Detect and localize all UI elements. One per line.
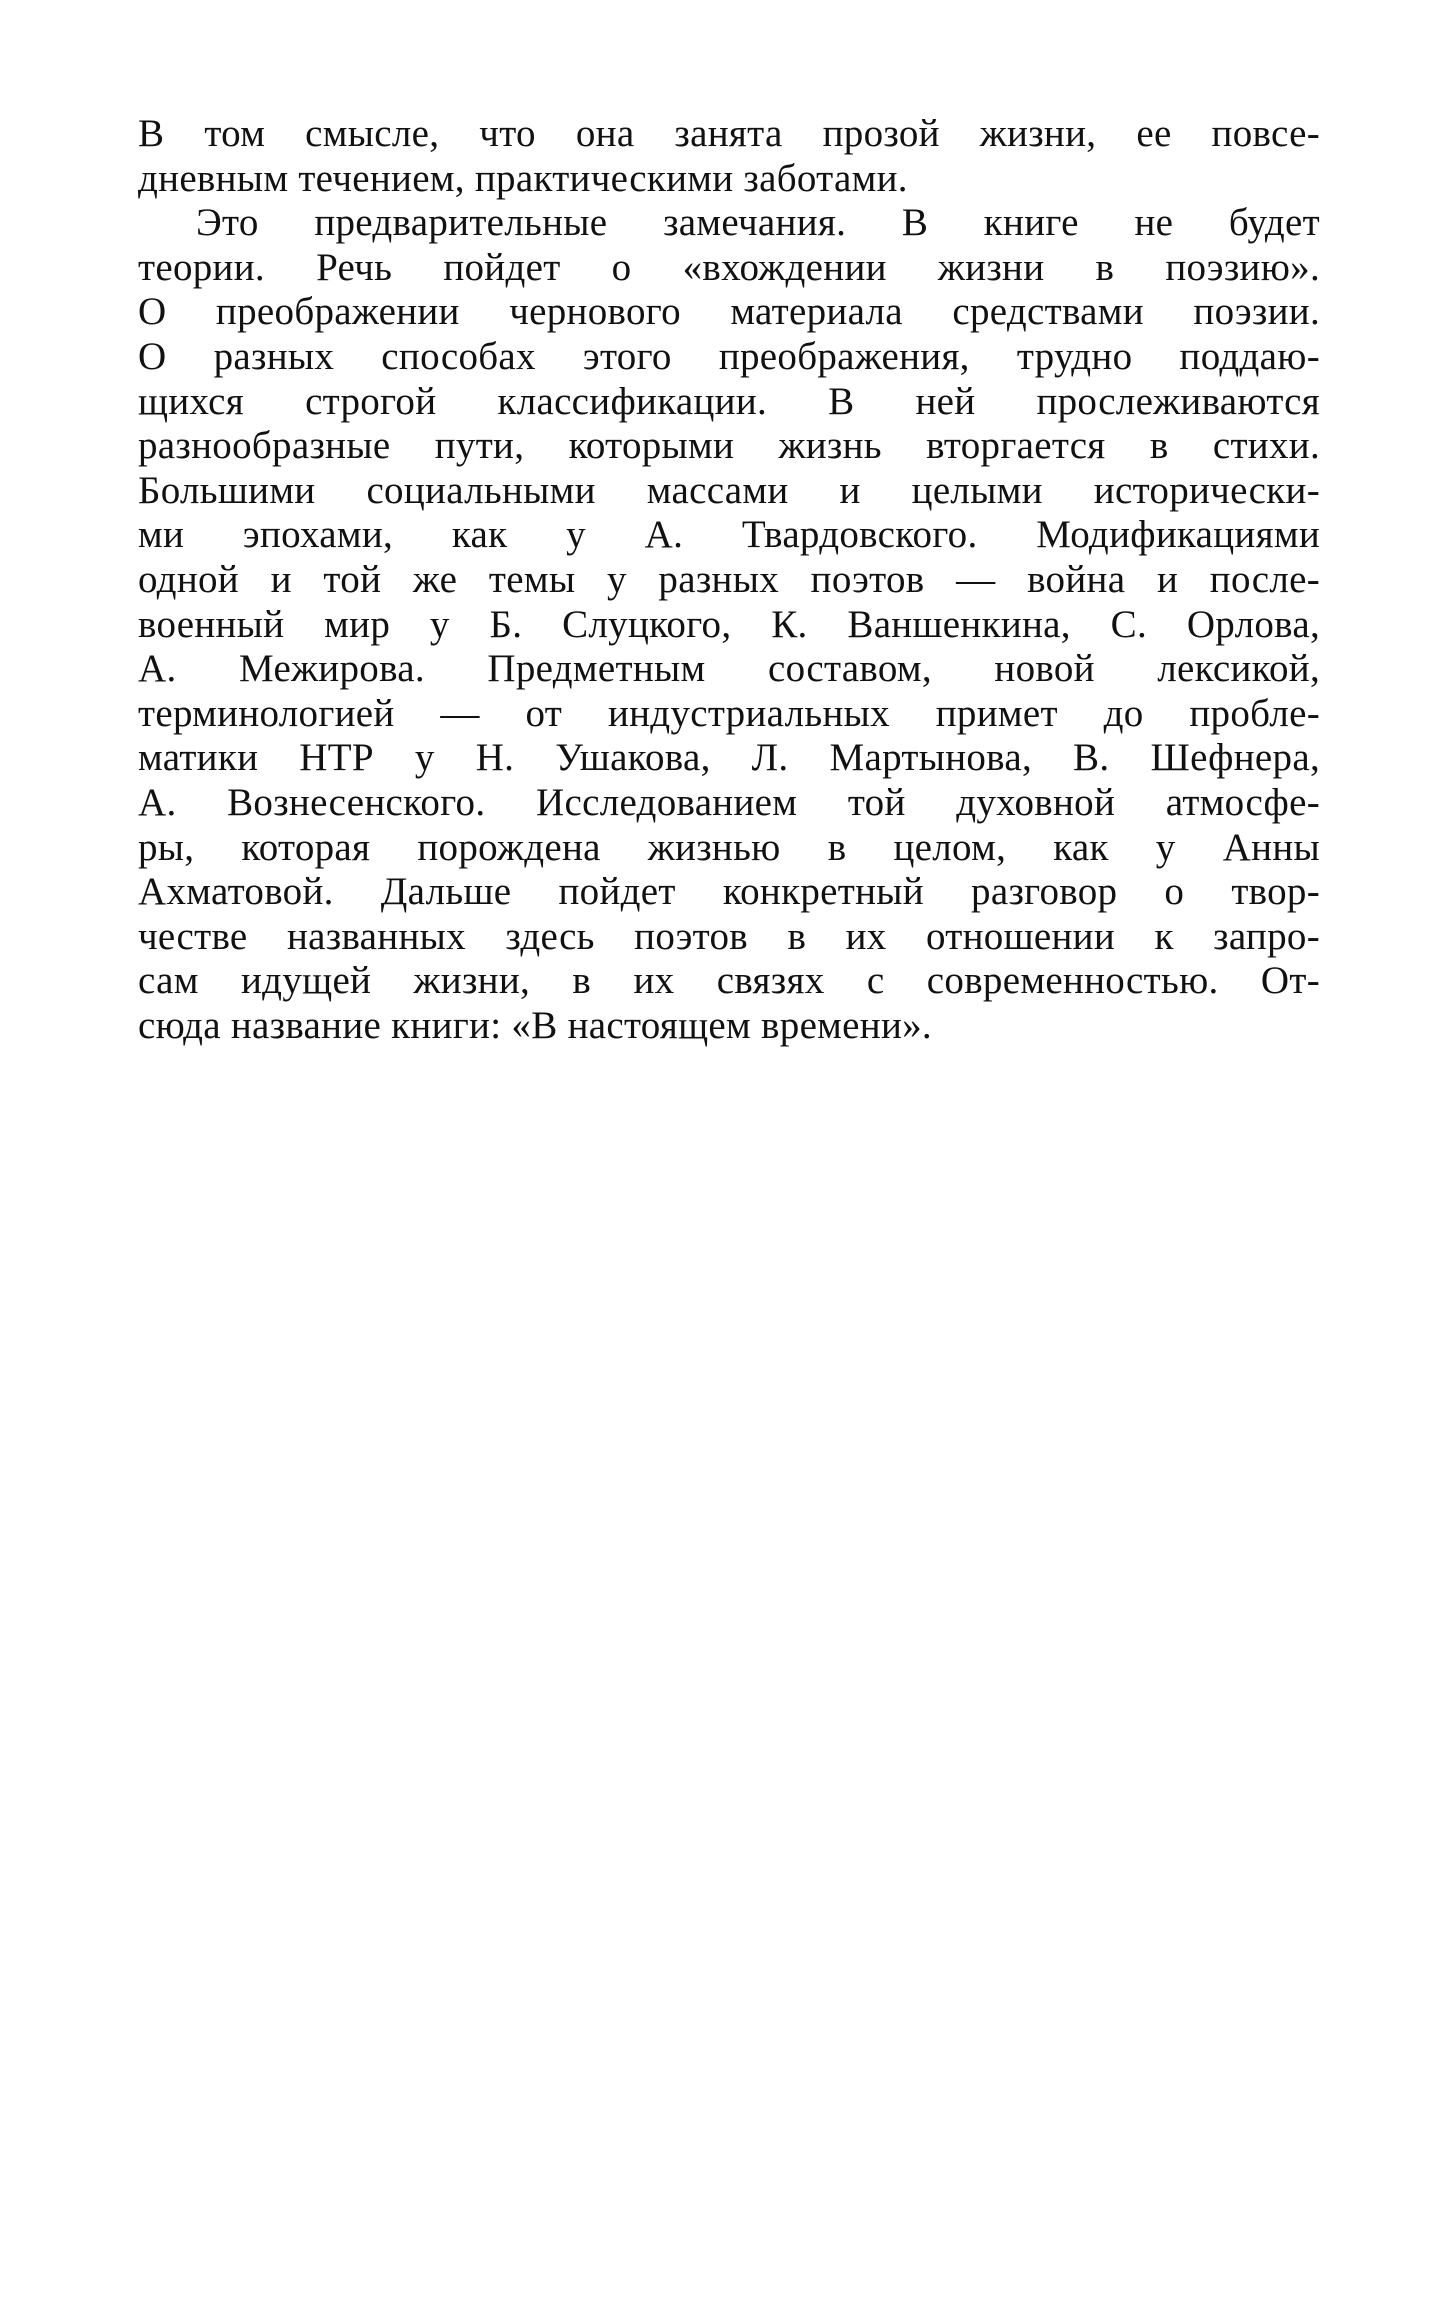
- text-line-20: сам идущей жизни, в их связях с современностью. От-: [138, 959, 1320, 1003]
- text-line-13: А. Межирова. Предметным составом, новой лексикой,: [138, 647, 1320, 691]
- text-line-9: Большими социальными массами и целыми исторически-: [138, 468, 1320, 512]
- text-line-12: военный мир у Б. Слуцкого, К. Ваншенкина, С. Орлова,: [138, 602, 1320, 646]
- text-line-14: терминологией — от индустриальных примет до пробле-: [138, 691, 1320, 735]
- text-line-18: Ахматовой. Дальше пойдет конкретный разговор о твор-: [138, 870, 1320, 914]
- text-line-1: В том смысле, что она занята прозой жизни, ее повсе-: [138, 112, 1320, 155]
- text-line-8: разнообразные пути, которыми жизнь вторгается в стихи.: [138, 424, 1320, 468]
- text-line-15: матики НТР у Н. Ушакова, Л. Мартынова, В. Шефнера,: [138, 736, 1320, 780]
- text-line-3: Это предварительные замечания. В книге не будет: [196, 201, 1320, 245]
- text-line-7: щихся строгой классификации. В ней прослеживаются: [138, 379, 1320, 423]
- text-line-10: ми эпохами, как у А. Твардовского. Модификациями: [138, 513, 1320, 557]
- text-line-4: теории. Речь пойдет о «вхождении жизни в поэзию».: [138, 245, 1320, 289]
- text-line-6: О разных способах этого преображения, трудно поддаю-: [138, 334, 1320, 378]
- text-line-5: О преображении чернового материала средствами поэзии.: [138, 290, 1320, 334]
- text-line-17: ры, которая порождена жизнью в целом, как у Анны: [138, 825, 1320, 869]
- text-line-19: честве названных здесь поэтов в их отношении к запро-: [138, 914, 1320, 958]
- text-line-16: А. Вознесенского. Исследованием той духовной атмосфе-: [138, 780, 1320, 824]
- body-text: [138, 112, 1320, 1048]
- text-line-21: сюда название книги: «В настоящем времени».: [138, 1003, 932, 1047]
- text-line-11: одной и той же темы у разных поэтов — война и после-: [138, 557, 1320, 601]
- text-line-2: дневным течением, практическими заботами.: [138, 156, 908, 200]
